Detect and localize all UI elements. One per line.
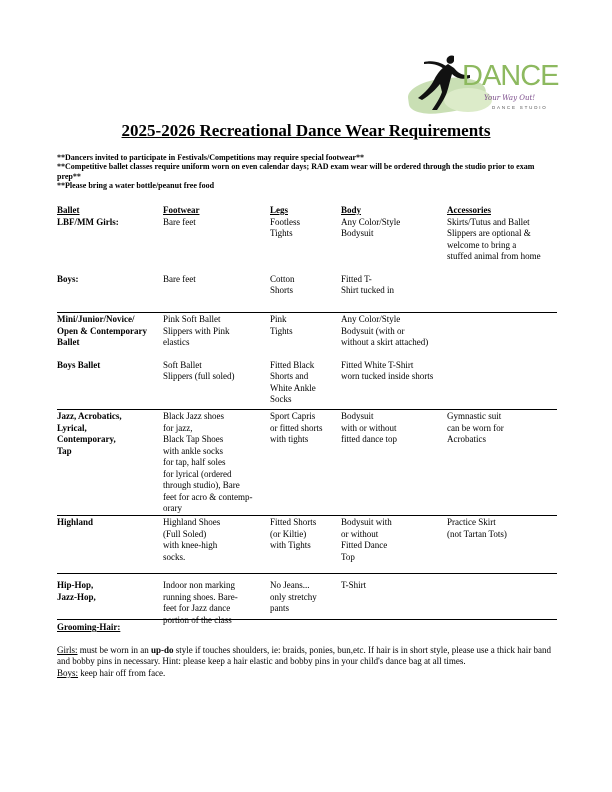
row-legs: Cotton Shorts: [270, 274, 341, 313]
row-accessories: Skirts/Tutus and Ballet Slippers are optional & welcome to bring a stuffed animal from home: [447, 216, 541, 261]
row-legs: Footless Tights: [270, 216, 301, 238]
row-category: LBF/MM Girls:: [57, 216, 119, 227]
row-accessories: [447, 313, 557, 360]
row-footwear: Soft Ballet Slippers (full soled): [163, 360, 270, 410]
table-row: [57, 313, 557, 360]
notes-block: [57, 153, 557, 191]
table-row: [57, 274, 557, 313]
row-category: Mini/Junior/Novice/ Open & Contemporary Ballet: [57, 314, 147, 347]
table-header-row: [57, 205, 557, 217]
header-ballet: Ballet: [57, 205, 80, 215]
row-body: T-Shirt: [341, 580, 367, 590]
header-body: Body: [341, 205, 362, 215]
table-row: [57, 217, 557, 274]
grooming-section: [57, 617, 557, 679]
girls-label: Girls:: [57, 644, 78, 655]
row-legs: Pink Tights: [270, 314, 293, 336]
girls-text-pre: must be worn in an: [77, 644, 152, 655]
row-footwear: Black Jazz shoes for jazz, Black Tap Shoes with ankle socks for tap, half soles for lyrical (ordered through studio), Bare feet for acro & contemp- orary: [163, 410, 270, 516]
grooming-boys: [57, 668, 557, 680]
row-legs: Sport Capris or fitted shorts with tights: [270, 410, 341, 516]
dance-wear-table: [57, 205, 557, 626]
logo-studio-text: DANCE STUDIO: [492, 105, 548, 110]
logo-wordmark: DANCE: [462, 60, 559, 92]
note-competitive-ballet: **Competitive ballet classes require uniform worn on even calendar days; RAD exam wear will be ordered through the studio prior to exam prep**: [57, 162, 535, 181]
boys-text: keep hair off from face.: [78, 667, 166, 678]
row-body: Bodysuit with or without fitted dance top: [341, 410, 447, 516]
row-footwear: Highland Shoes (Full Soled) with knee-high socks.: [163, 516, 270, 574]
row-category: Boys:: [57, 274, 163, 313]
row-accessories: Gymnastic suit can be worn for Acrobatics: [447, 410, 557, 516]
row-category: Hip-Hop, Jazz-Hop,: [57, 580, 96, 602]
row-body: Bodysuit with or without Fitted Dance Top: [341, 516, 447, 574]
table-row: [57, 516, 557, 574]
row-accessories: [447, 360, 557, 410]
girls-text-post: style if touches shoulders, ie: braids, ponies, bun,etc. If hair is in short style, please use a thick hair band and bobby pins in necessary. Hint: please keep a hair elastic and bobby pins in your child's dance bag at all times.: [57, 644, 551, 666]
note-water-bottle: **Please bring a water bottle/peanut free food: [57, 181, 215, 191]
row-category: Jazz, Acrobatics, Lyrical, Contemporary, Tap: [57, 410, 163, 516]
row-accessories: Practice Skirt (not Tartan Tots): [447, 516, 557, 574]
studio-logo: [404, 52, 559, 122]
header-accessories: Accessories: [447, 205, 491, 215]
header-legs: Legs: [270, 205, 288, 215]
girls-text-bold: up-do: [151, 644, 174, 655]
row-body: Any Color/Style Bodysuit (with or without a skirt attached): [341, 314, 429, 347]
row-body: Fitted White T-Shirt worn tucked inside shorts: [341, 360, 447, 410]
grooming-girls: [57, 645, 557, 668]
row-legs: No Jeans... only stretchy pants: [270, 580, 317, 613]
row-legs: Fitted Shorts (or Kiltie) with Tights: [270, 516, 341, 574]
logo-tagline: Your Way Out!: [484, 94, 536, 102]
row-footwear: Bare feet: [163, 216, 196, 227]
row-body: Fitted T- Shirt tucked in: [341, 274, 447, 313]
row-footwear: Bare feet: [163, 274, 270, 313]
grooming-heading: Grooming-Hair:: [57, 622, 121, 632]
grooming-divider: [57, 619, 557, 620]
row-footwear: Pink Soft Ballet Slippers with Pink elastics: [163, 314, 230, 347]
row-body: Any Color/Style Bodysuit: [341, 216, 401, 238]
table-row: [57, 410, 557, 516]
boys-label: Boys:: [57, 667, 79, 678]
row-accessories: [447, 274, 557, 313]
row-category: Boys Ballet: [57, 360, 163, 410]
note-festivals: **Dancers invited to participate in Festivals/Competitions may require special footwear**: [57, 153, 364, 162]
header-footwear: Footwear: [163, 205, 200, 215]
table-row: [57, 360, 557, 410]
row-footwear: Indoor non marking running shoes. Bare- feet for Jazz dance portion of the class: [163, 580, 238, 625]
row-category: Highland: [57, 516, 163, 574]
page-title: 2025-2026 Recreational Dance Wear Requirements: [121, 121, 491, 140]
row-legs: Fitted Black Shorts and White Ankle Socks: [270, 360, 341, 410]
